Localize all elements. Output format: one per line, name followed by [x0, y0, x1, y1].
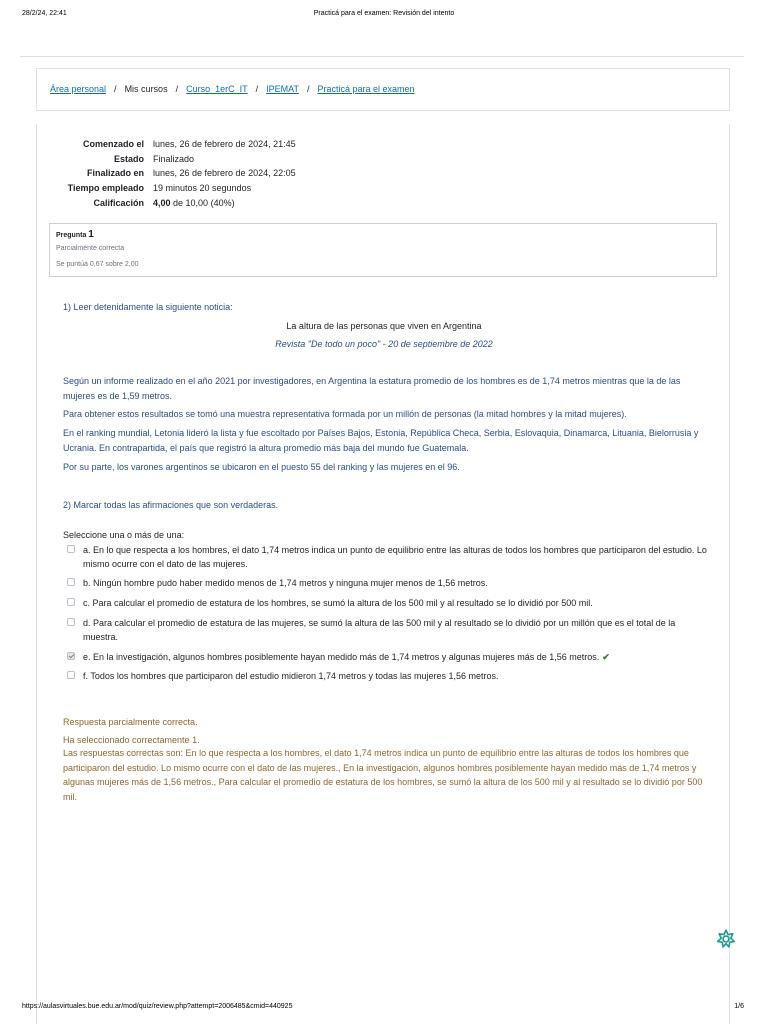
summary-value: lunes, 26 de febrero de 2024, 22:05 — [153, 168, 296, 178]
breadcrumb — [50, 84, 415, 94]
answer-option-label: b. Ningún hombre pudo haber medido menos de 1,74 metros y ninguna mujer menos de 1,56 metros. — [83, 578, 488, 588]
question-label: Pregunta — [56, 232, 87, 239]
article-paragraph: Para obtener estos resultados se tomó una muestra representativa formada por un millón de personas (la mitad hombres y la mitad mujeres). — [63, 409, 627, 419]
summary-label: Finalizado en — [86, 168, 144, 178]
answer-option-label: f. Todos los hombres que participaron del estudio midieron 1,74 metros y todas las mujeres 1,56 metros. — [83, 671, 499, 681]
article-paragraph: Por su parte, los varones argentinos se ubicaron en el puesto 55 del ranking y las mujeres en el 96. — [63, 462, 460, 472]
print-page-number: 1/6 — [734, 1003, 744, 1010]
article-paragraph: En el ranking mundial, Letonia lideró la lista y fue escoltado por Países Bajos, Estonia, República Checa, Serbia, Eslovaquia, Dinamarca, Lituania, Bielorrusia y Ucrania. En contrapartida, el país que registró la altura promedio más baja del mundo fue Guatemala. — [63, 428, 699, 453]
summary-row-started — [0, 139, 768, 153]
summary-label: Calificación — [93, 198, 144, 208]
breadcrumb-home-link[interactable]: Área personal — [50, 84, 107, 94]
question-state: Parcialmente correcta — [56, 245, 125, 252]
summary-row-grade — [0, 198, 768, 212]
breadcrumb-separator: / — [306, 84, 310, 94]
answer-option-label: d. Para calcular el promedio de estatura de las mujeres, se sumó la altura de las 500 mil y al resultado se lo dividió por un millón que es el total de la muestra. — [83, 618, 676, 642]
question-number-value: 1 — [88, 229, 94, 240]
checkbox[interactable] — [67, 545, 75, 553]
breadcrumb-separator: / — [175, 84, 179, 94]
print-header — [0, 10, 768, 22]
article-paragraph: Según un informe realizado en el año 2021 por investigadores, en Argentina la estatura promedio de los hombres es de 1,74 metros mientras que la de las mujeres es de 1,59 metros. — [63, 376, 681, 401]
ai-assistant-logo-icon[interactable] — [715, 928, 737, 950]
checkbox[interactable] — [67, 671, 75, 679]
print-url: https://aulasvirtuales.bue.edu.ar/mod/quiz/review.php?attempt=2006485&cmid=440925 — [22, 1003, 293, 1010]
feedback-selected: Ha seleccionado correctamente 1. — [63, 735, 200, 745]
article-title: La altura de las personas que viven en Argentina — [286, 321, 482, 331]
top-divider — [20, 56, 744, 57]
breadcrumb-course-link[interactable]: Curso_1erC_IT — [186, 84, 248, 94]
summary-value: Finalizado — [153, 153, 195, 164]
breadcrumb-separator: / — [255, 84, 259, 94]
summary-value — [153, 198, 235, 208]
question-number — [56, 229, 94, 240]
summary-row-finished — [0, 168, 768, 182]
breadcrumb-quiz-link[interactable]: Practicá para el examen — [317, 84, 415, 94]
article-source: Revista "De todo un poco" - 20 de septiembre de 2022 — [275, 339, 493, 349]
grade-total: de 10,00 (40%) — [170, 198, 235, 208]
checkbox[interactable] — [67, 598, 75, 606]
print-footer — [0, 1003, 768, 1015]
feedback-summary: Respuesta parcialmente correcta. — [63, 717, 198, 727]
answer-prompt: Seleccione una o más de una: — [63, 530, 185, 540]
answer-option-label: a. En lo que respecta a los hombres, el dato 1,74 metros indica un punto de equilibrio entre las alturas de todos los hombres que participaron del estudio. Lo mismo ocurre con el dato de las mujeres. — [83, 545, 707, 569]
question-intro: 1) Leer detenidamente la siguiente noticia: — [63, 302, 233, 312]
correct-check-icon: ✔ — [602, 652, 610, 662]
summary-label: Comenzado el — [82, 139, 144, 149]
print-date: 28/2/24, 22:41 — [22, 10, 67, 17]
summary-label: Tiempo empleado — [67, 182, 144, 193]
answer-option-label: c. Para calcular el promedio de estatura de los hombres, se sumó la altura de los 500 mil y al resultado se lo dividió por 500 mil. — [83, 598, 593, 608]
print-title: Practicá para el examen: Revisión del intento — [313, 10, 455, 17]
breadcrumb-my-courses: Mis cursos — [124, 84, 168, 94]
summary-value: 19 minutos 20 segundos — [153, 182, 252, 193]
summary-value: lunes, 26 de febrero de 2024, 21:45 — [153, 139, 296, 149]
grade-score: 4,00 — [153, 198, 171, 208]
summary-row-state — [0, 154, 768, 168]
checkbox-checked[interactable] — [67, 652, 75, 660]
breadcrumb-subject-link[interactable]: IPEMAT — [266, 84, 299, 94]
question-grade: Se puntúa 0,67 sobre 2,00 — [56, 261, 139, 268]
summary-row-time-taken — [0, 183, 768, 197]
breadcrumb-separator: / — [114, 84, 117, 94]
answer-option-label — [83, 651, 707, 665]
checkbox[interactable] — [67, 578, 75, 586]
feedback-correct-answers: Las respuestas correctas son: En lo que respecta a los hombres, el dato 1,74 metros indica un punto de equilibrio entre las alturas de todos los hombres que participaron del estudio. Lo mismo ocurre con el dato de las mujeres., En la investigación, algunos hombres posiblemente hayan medido más de 1,74 metros y algunas mujeres más de 1,56 metros., Para calcular el promedio de estatura de los hombres, se sumó la altura de los 500 mil y al resultado se lo dividió por 500 mil. — [63, 748, 703, 802]
summary-label: Estado — [113, 153, 144, 164]
breadcrumb-container — [36, 68, 730, 111]
question-instruction: 2) Marcar todas las afirmaciones que son verdaderas. — [63, 500, 279, 510]
answer-option-text: e. En la investigación, algunos hombres posiblemente hayan medido más de 1,74 metros y algunas mujeres más de 1,56 metros. — [83, 652, 600, 662]
question-info-box — [49, 223, 717, 277]
checkbox[interactable] — [67, 618, 75, 626]
